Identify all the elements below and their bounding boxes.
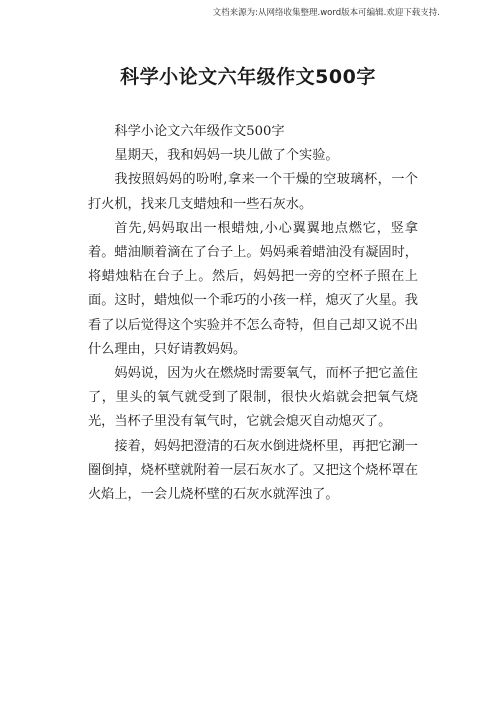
paragraph: 星期天，我和妈妈一块儿做了个实验。 bbox=[114, 148, 339, 164]
paragraph: 我按照妈妈的吩咐,拿来一个干燥的空玻璃杯，一个打火机，找来几支蜡烛和一些石灰水。 bbox=[88, 172, 418, 212]
paragraph: 接着，妈妈把澄清的石灰水倒进烧杯里，再把它涮一圈倒掉，烧杯壁就附着一层石灰水了。又把这个烧杯罩在火焰上，一会儿烧杯壁的石灰水就浑浊了。 bbox=[88, 438, 418, 503]
document-body bbox=[88, 120, 418, 507]
document-title: 科学小论文六年级作文500字 bbox=[120, 66, 376, 88]
paragraph: 科学小论文六年级作文500字 bbox=[114, 124, 285, 139]
paragraph: 首先,妈妈取出一根蜡烛,小心翼翼地点燃它，竖拿着。蜡油顺着滴在了台子上。妈妈乘着蜡油没有凝固时，将蜡烛粘在台子上。然后，妈妈把一旁的空杯子照在上面。这时，蜡烛似一个乖巧的小孩一样，熄灭了火星。我看了以后觉得这个实验并不怎么奇特，但自己却又说不出什么理由，只好请教妈妈。 bbox=[88, 220, 418, 357]
source-note: 文档来源为:从网络收集整理.word版本可编辑.欢迎下载支持. bbox=[212, 8, 440, 18]
paragraph: 妈妈说，因为火在燃烧时需要氧气，而杯子把它盖住了，里头的氧气就受到了限制，很快火焰就会把氧气烧光，当杯子里没有氧气时，它就会熄灭自动熄灭了。 bbox=[88, 366, 418, 430]
